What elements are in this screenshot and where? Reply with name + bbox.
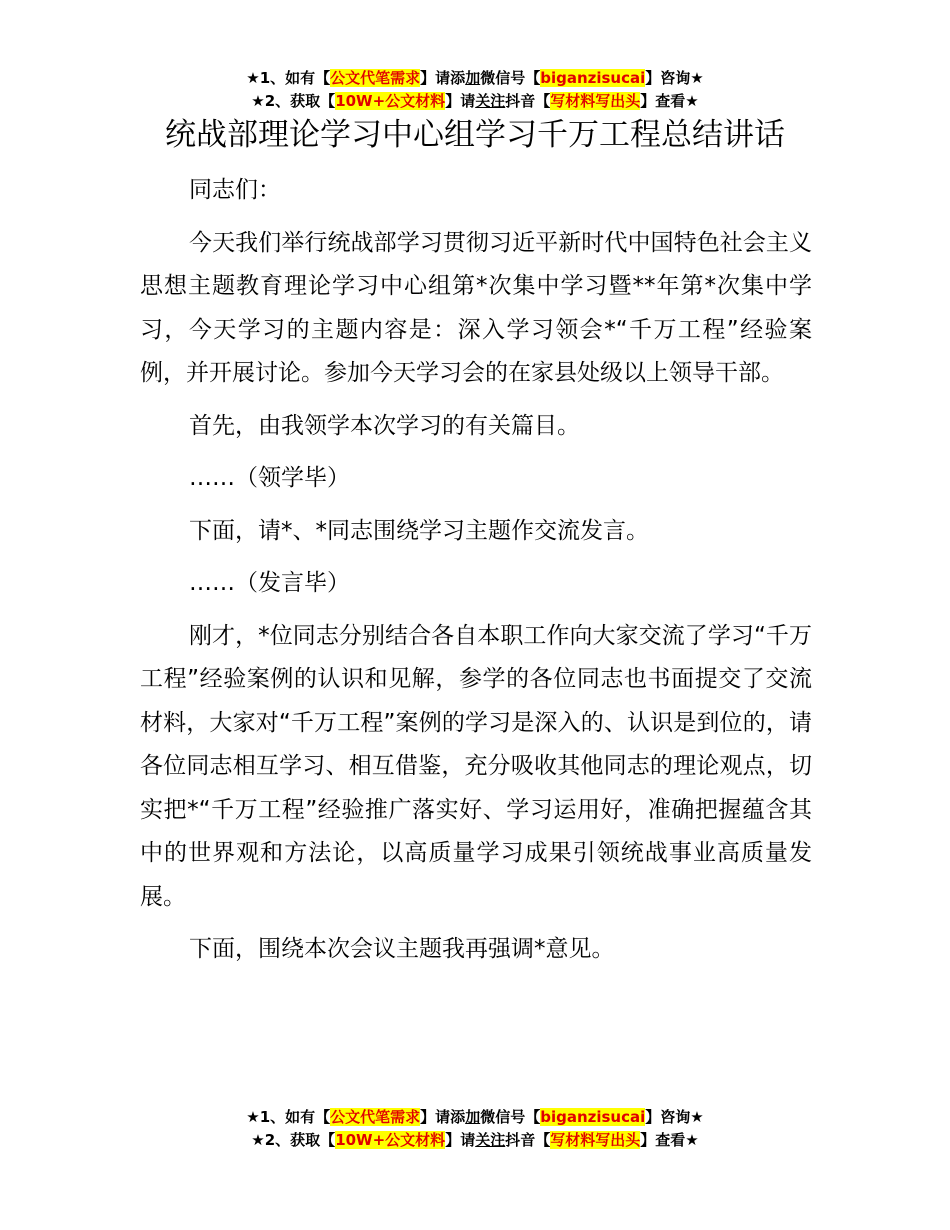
banner-text: 】请	[445, 1131, 476, 1149]
highlight-douyin-account: 写材料写出头	[550, 1131, 641, 1149]
highlight-douyin-account: 写材料写出头	[550, 92, 641, 110]
banner-underlined-text: 关注	[475, 1131, 506, 1149]
header-banner	[0, 67, 950, 113]
highlight-materials: 10W+公文材料	[335, 92, 446, 110]
highlight-wechat-id: biganzisucai	[540, 69, 646, 87]
banner-text: 微信号【	[480, 69, 541, 87]
banner-text: ★2、获取【	[251, 1131, 336, 1149]
banner-line-2	[0, 90, 950, 113]
banner-text: 】查看★	[640, 92, 699, 110]
banner-text: 】请添	[420, 69, 466, 87]
highlight-wechat-id: biganzisucai	[540, 1108, 646, 1126]
banner-line-1	[0, 67, 950, 90]
banner-text: 】咨询★	[645, 1108, 704, 1126]
banner-line-1	[0, 1106, 950, 1129]
banner-text: 】咨询★	[645, 69, 704, 87]
banner-text: ★1、如有【	[246, 1108, 331, 1126]
banner-text: 抖音【	[505, 92, 551, 110]
paragraph: 首先，由我领学本次学习的有关篇目。	[189, 412, 580, 439]
banner-text: 抖音【	[505, 1131, 551, 1149]
banner-underlined-text: 加	[465, 69, 481, 87]
paragraph: ……（领学毕）	[189, 465, 350, 491]
banner-text: 】请	[445, 92, 476, 110]
highlight-ghostwriting: 公文代笔需求	[330, 1108, 421, 1126]
document-title: 统战部理论学习中心组学习千万工程总结讲话	[165, 117, 785, 153]
paragraph: 下面，围绕本次会议主题我再强调*意见。	[189, 936, 615, 962]
banner-text: 】请添	[420, 1108, 466, 1126]
paragraph: 下面，请*、*同志围绕学习主题作交流发言。	[189, 517, 649, 544]
paragraph: 刚才，*位同志分别结合各自本职工作向大家交流了学习“千万工程”经验案例的认识和见解，参学的各位同志也书面提交了交流材料，大家对“千万工程”案例的学习是深入的、认识是到位的，请各位同志相互学习、相互借鉴，充分吸收其他同志的理论观点，切实把*“千万工程”经验推广落实好、学习运用好，准确把握蕴含其中的世界观和方法论，以高质量学习成果引领统战事业高质量发展。	[140, 622, 812, 910]
highlight-materials: 10W+公文材料	[335, 1131, 446, 1149]
banner-underlined-text: 关注	[475, 92, 506, 110]
banner-text: ★1、如有【	[246, 69, 331, 87]
banner-line-2	[0, 1129, 950, 1152]
paragraph: ……（发言毕）	[189, 570, 350, 596]
banner-underlined-text: 加	[465, 1108, 481, 1126]
banner-text: 微信号【	[480, 1108, 541, 1126]
highlight-ghostwriting: 公文代笔需求	[330, 69, 421, 87]
banner-text: 】查看★	[640, 1131, 699, 1149]
paragraph-salutation: 同志们：	[189, 177, 281, 203]
footer-banner	[0, 1106, 950, 1152]
banner-text: ★2、获取【	[251, 92, 336, 110]
paragraph: 今天我们举行统战部学习贯彻习近平新时代中国特色社会主义思想主题教育理论学习中心组第*次集中学习暨**年第*次集中学习，今天学习的主题内容是：深入学习领会*“千万工程”经验案例，并开展讨论。参加今天学习会的在家县处级以上领导干部。	[140, 229, 812, 386]
document-body	[140, 169, 812, 981]
